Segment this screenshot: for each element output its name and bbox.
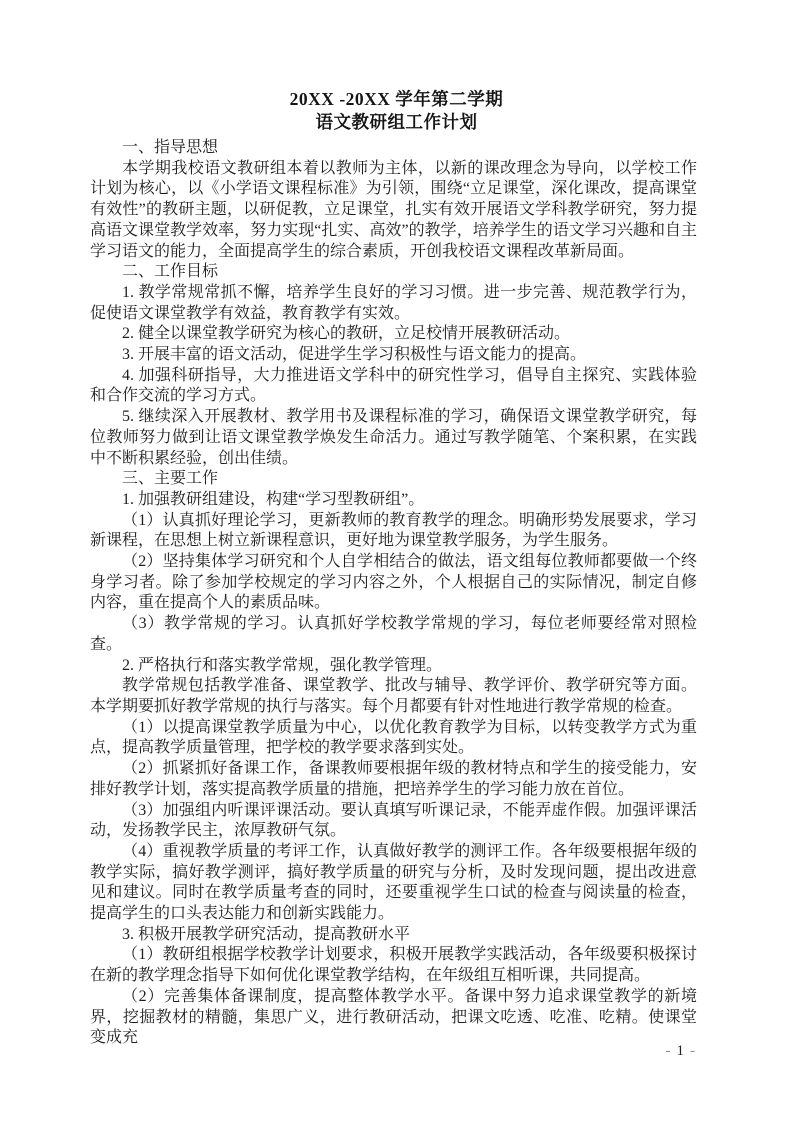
document-body xyxy=(90,138,697,1049)
section-heading-3: 三、主要工作 xyxy=(122,470,219,488)
page-number xyxy=(661,1042,702,1060)
sub-item: （2）坚持集体学习研究和个人自学相结合的做法，语文组每位教师都要做一个终身学习者。除了参加学校规定的学习内容之外，个人根据自己的实际情况，制定自修内容，重在提高个人的素质品味。 xyxy=(90,553,697,612)
sub-item: （3）教学常规的学习。认真抓好学校教学常规的学习，每位老师要经常对照检查。 xyxy=(90,615,697,653)
section-heading-2: 二、工作目标 xyxy=(122,263,219,281)
list-item: 2. 健全以课堂教学研究为核心的教研，立足校情开展教研活动。 xyxy=(122,325,571,343)
title-line-2: 语文教研组工作计划 xyxy=(315,112,478,132)
paragraph: 本学期我校语文教研组本着以教师为主体，以新的课改理念为导向，以学校工作计划为核心，以《小学语文课程标准》为引领，围绕“立足课堂，深化课改，提高课堂有效性”的教研主题，以研促教，立足课堂，扎实有效开展语文学科教学研究，努力提高语文课堂教学效率，努力实现“扎实、高效”的教学，培养学生的语文学习兴趣和自主学习语文的能力，全面提高学生的综合素质，开创我校语文课程改革新局面。 xyxy=(90,159,697,260)
section-heading-1: 一、指导思想 xyxy=(122,139,219,156)
list-item: 4. 加强科研指导，大力推进语文学科中的研究性学习，倡导自主探究、实践体验和合作交流的学习方式。 xyxy=(90,366,697,405)
page-number-dash-right: - xyxy=(690,1043,696,1059)
title-line-1: 20XX -20XX 学年第二学期 xyxy=(289,89,504,109)
page-number-value: 1 xyxy=(676,1043,685,1059)
document-title xyxy=(0,0,793,134)
sub-item: （1）认真抓好理论学习，更新教师的教育教学的理念。明确形势发展要求，学习新课程，在思想上树立新课程意识，更好地为课堂教学服务，为学生服务。 xyxy=(90,511,697,550)
list-item: 1. 教学常规常抓不懈，培养学生良好的学习习惯。进一步完善、规范教学行为，促使语文课堂教学有效益，教育教学有实效。 xyxy=(90,283,697,322)
sub-item: （1）教研组根据学校教学计划要求，积极开展教学实践活动，各年级要积极探讨在新的教学理念指导下如何优化课堂教学结构，在年级组互相听课，共同提高。 xyxy=(90,946,697,985)
sub-item: （2）完善集体备课制度，提高整体教学水平。备课中努力追求课堂教学的新境界，挖掘教材的精髓，集思广义，进行教研活动，把课文吃透、吃准、吃精。使课堂变成充 xyxy=(90,987,697,1047)
paragraph: 教学常规包括教学准备、课堂教学、批改与辅导、教学评价、教学研究等方面。本学期要抓好教学常规的执行与落实。每个月都要有针对性地进行教学常规的检查。 xyxy=(90,677,697,715)
list-item: 2. 严格执行和落实教学常规，强化教学管理。 xyxy=(122,656,443,674)
sub-item: （2）抓紧抓好备课工作，备课教师要根据年级的教材特点和学生的接受能力，安排好教学计划，落实提高教学质量的措施，把培养学生的学习能力放在首位。 xyxy=(90,760,697,798)
page-number-dash-left: - xyxy=(665,1043,672,1059)
sub-item: （3）加强组内听课评课活动。要认真填写听课记录，不能弄虚作假。加强评课活动，发扬教学民主，浓厚教研气氛。 xyxy=(90,801,697,840)
list-item: 3. 积极开展教学研究活动，提高教研水平 xyxy=(122,925,411,943)
list-item: 1. 加强教研组建设，构建“学习型教研组”。 xyxy=(122,490,425,508)
list-item: 3. 开展丰富的语文活动，促进学生学习积极性与语文能力的提高。 xyxy=(122,346,587,364)
sub-item: （1）以提高课堂教学质量为中心，以优化教育教学为目标，以转变教学方式为重点，提高教学质量管理，把学校的教学要求落到实处。 xyxy=(90,718,697,757)
sub-item: （4）重视教学质量的考评工作，认真做好教学的测评工作。各年级要根据年级的教学实际，搞好教学测评，搞好教学质量的研究与分析，及时发现问题，提出改进意见和建议。同时在教学质量考查的同时，还要重视学生口试的检查与阅读量的检查，提高学生的口头表达能力和创新实践能力。 xyxy=(90,842,697,923)
list-item: 5. 继续深入开展教材、教学用书及课程标准的学习，确保语文课堂教学研究，每位教师努力做到让语文课堂教学焕发生命活力。通过写教学随笔、个案积累，在实践中不断积累经验，创出佳绩。 xyxy=(90,408,697,467)
